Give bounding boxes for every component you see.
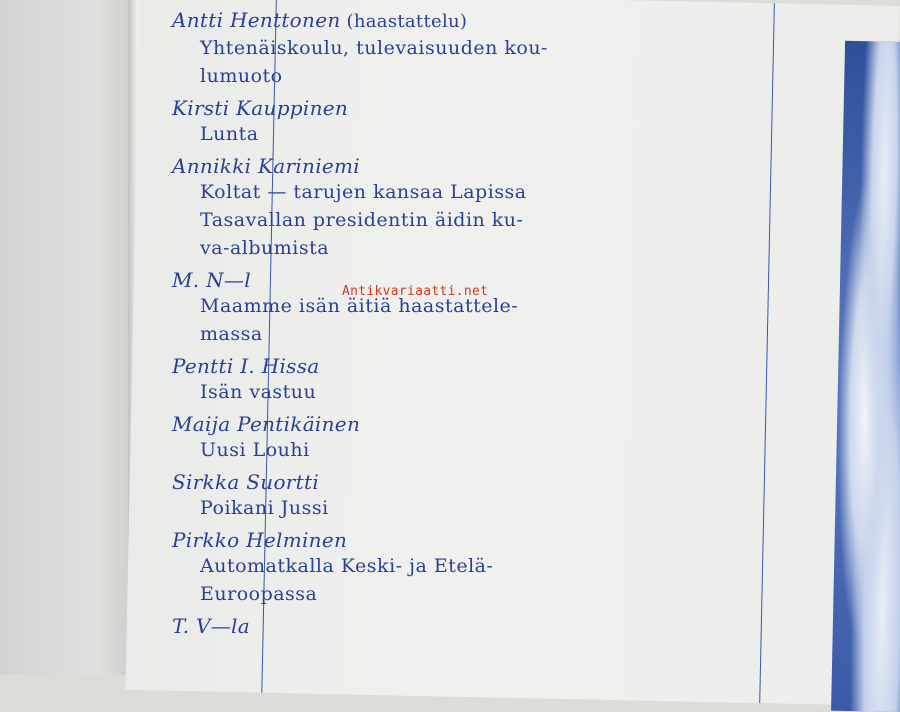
author-name: Annikki Kariniemi xyxy=(172,154,360,178)
toc-author xyxy=(172,614,612,638)
toc-author xyxy=(172,412,612,436)
toc-title: Uusi Louhi xyxy=(200,439,310,461)
left-page xyxy=(0,0,140,675)
toc-title: Automatkalla Keski- ja Etelä- xyxy=(200,555,494,577)
toc-title: Koltat — tarujen kansaa Lapissa xyxy=(200,181,527,203)
toc-author xyxy=(172,528,612,552)
toc-title: Poikani Jussi xyxy=(200,497,329,519)
author-name: Pirkko Helminen xyxy=(172,528,348,552)
watermark: Antikvariaatti.net xyxy=(342,284,489,299)
sky-photo-strip xyxy=(831,41,900,712)
toc-author xyxy=(172,354,612,378)
toc-entry xyxy=(172,470,612,522)
toc-entry xyxy=(172,96,612,148)
toc-author xyxy=(172,470,612,494)
author-name: Kirsti Kauppinen xyxy=(172,96,349,120)
author-name: Maija Pentikäinen xyxy=(172,412,361,436)
toc-entry xyxy=(172,8,612,90)
author-note: (haastattelu) xyxy=(340,11,468,32)
author-name: Pentti I. Hissa xyxy=(172,354,320,378)
toc-title: massa xyxy=(200,323,263,345)
toc-title: Maamme isän äitiä haastattele- xyxy=(200,295,519,317)
author-name: T. V—la xyxy=(172,614,250,638)
author-name: Sirkka Suortti xyxy=(172,470,320,494)
toc-title: va-albumista xyxy=(200,237,330,259)
table-of-contents xyxy=(172,8,612,638)
toc-author xyxy=(172,154,612,178)
toc-author xyxy=(172,8,612,34)
toc-title: Yhtenäiskoulu, tulevaisuuden kou- xyxy=(200,37,548,59)
toc-entry xyxy=(172,268,612,348)
toc-title: Tasavallan presidentin äidin ku- xyxy=(200,209,524,231)
toc-title: Isän vastuu xyxy=(200,381,317,403)
toc-entry xyxy=(172,412,612,464)
toc-entry xyxy=(172,614,612,638)
toc-title: Euroopassa xyxy=(200,583,318,605)
right-margin-rule xyxy=(759,3,775,703)
toc-entry xyxy=(172,528,612,608)
author-name: M. N—l xyxy=(172,268,251,292)
toc-entry xyxy=(172,354,612,406)
toc-author xyxy=(172,96,612,120)
toc-title: Lunta xyxy=(200,123,259,145)
toc-title: lumuoto xyxy=(200,65,283,87)
toc-entry xyxy=(172,154,612,262)
author-name: Antti Henttonen xyxy=(172,8,341,32)
